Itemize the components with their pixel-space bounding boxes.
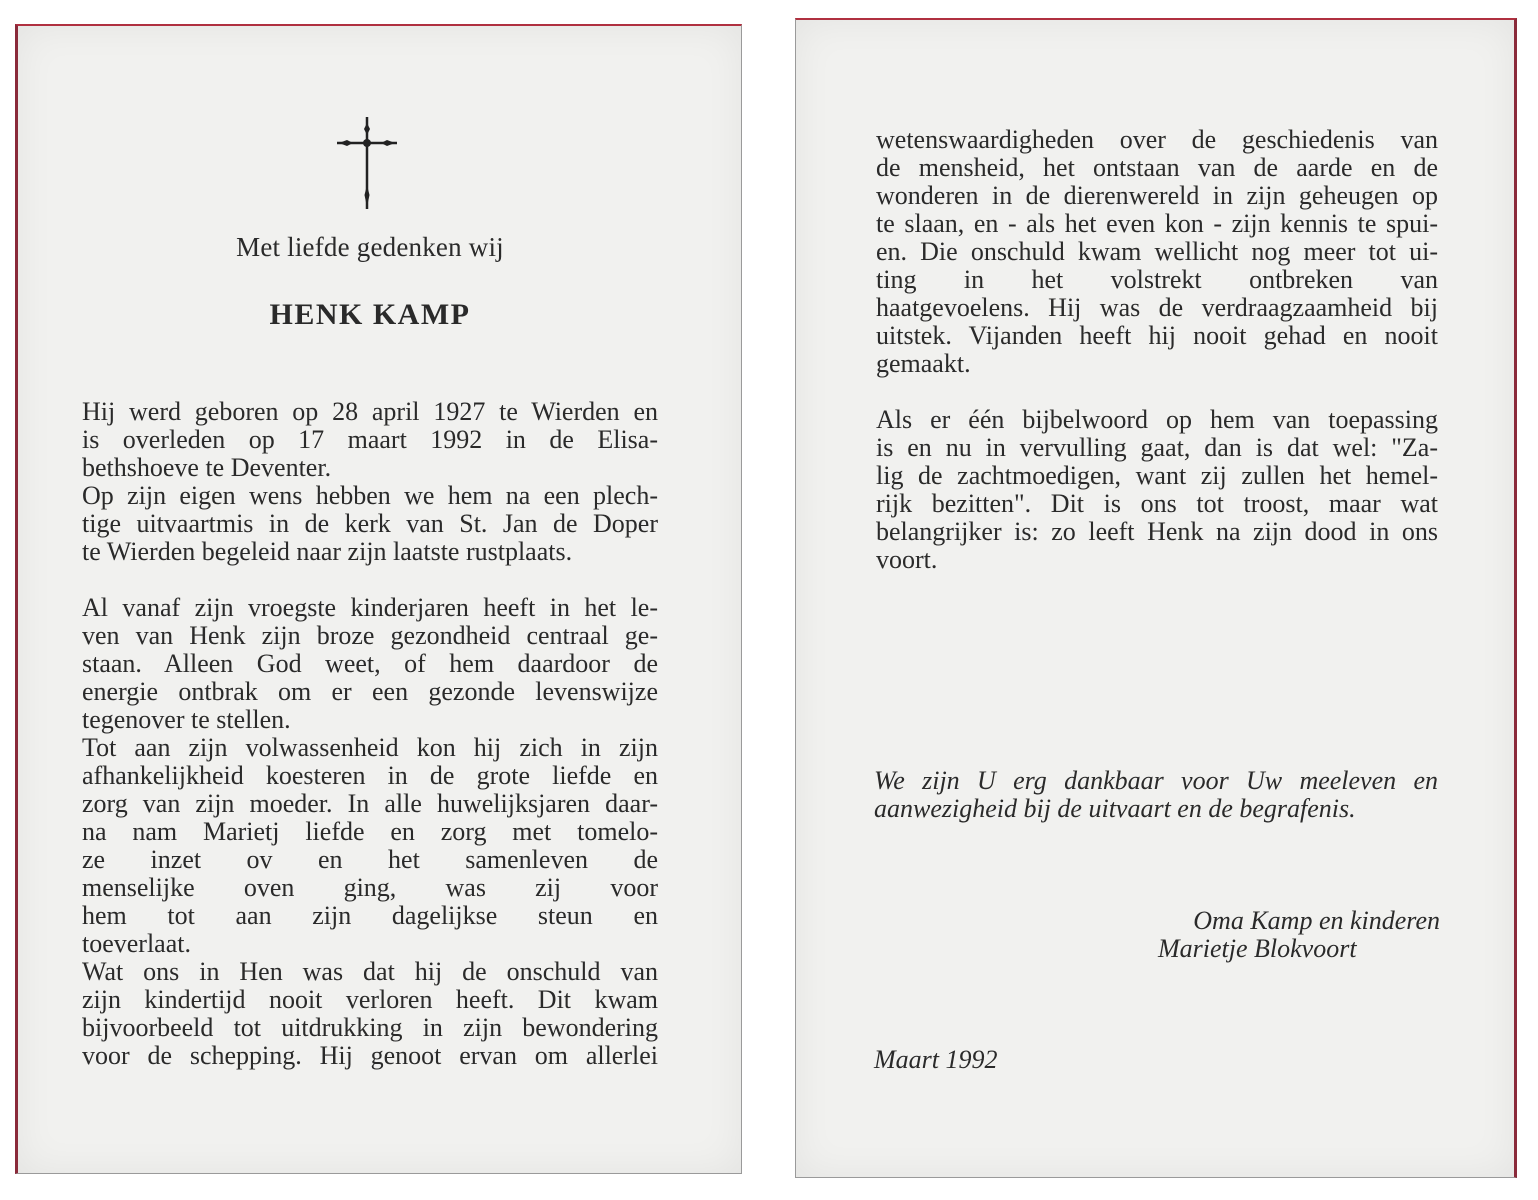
text-line: menselijke oven ging, was zij voor: [82, 873, 658, 902]
text-line: wonderen in de dierenwereld in zijn geheugen op: [876, 181, 1438, 210]
text-line: te slaan, en - als het even kon - zijn kennis te spui-: [876, 209, 1438, 238]
text-line: Op zijn eigen wens hebben we hem na een plech-: [82, 481, 658, 510]
text-line: belangrijker is: zo leeft Henk na zijn dood in ons: [876, 517, 1438, 546]
text-line: bethshoeve te Deventer.: [82, 453, 332, 482]
text-line: voor de schepping. Hij genoot ervan om allerlei: [82, 1041, 658, 1070]
signature-line: Oma Kamp en kinderen: [1193, 906, 1440, 935]
deceased-name: HENK KAMP: [269, 298, 471, 331]
text-line: voort.: [876, 545, 938, 574]
text-line: ting in het volstrekt ontbreken van: [876, 265, 1438, 294]
text-line: na nam Marietj liefde en zorg met tomelo-: [82, 817, 658, 846]
text-line: lig de zachtmoedigen, want zij zullen het hemel-: [876, 461, 1438, 490]
text-line: Hij werd geboren op 28 april 1927 te Wierden en: [82, 397, 658, 426]
text-line: te Wierden begeleid naar zijn laatste rustplaats.: [82, 537, 573, 566]
text-line: afhankelijkheid koesteren in de grote liefde en: [82, 761, 658, 790]
intro-heading: Met liefde gedenken wij: [236, 232, 504, 262]
left-card-body: [82, 398, 658, 1070]
text-line: is overleden op 17 maart 1992 in de Elisa-: [82, 425, 658, 454]
text-line: ven van Henk zijn broze gezondheid centraal ge-: [82, 621, 658, 650]
text-line: aanwezigheid bij de uitvaart en de begrafenis.: [874, 794, 1356, 823]
signature-line: Marietje Blokvoort: [1158, 934, 1357, 963]
text-line: ze inzet ov en het samenleven de: [82, 845, 658, 874]
text-line: toeverlaat.: [82, 929, 191, 958]
text-line: de mensheid, het ontstaan van de aarde en de: [876, 153, 1438, 182]
text-line: is en nu in vervulling gaat, dan is dat wel: "Za-: [876, 433, 1438, 462]
text-line: energie ontbrak om er een gezonde levenswijze: [82, 677, 658, 706]
text-line: tegenover te stellen.: [82, 705, 291, 734]
date-label: Maart 1992: [874, 1045, 998, 1074]
text-line: zorg van zijn moeder. In alle huwelijksjaren daar-: [82, 789, 658, 818]
text-line: rijk bezitten". Dit is ons tot troost, maar wat: [876, 489, 1438, 518]
text-line: Al vanaf zijn vroegste kinderjaren heeft in het le-: [82, 593, 658, 622]
text-line: gemaakt.: [876, 349, 971, 378]
thank-you-note: [874, 767, 1438, 823]
text-line: Als er één bijbelwoord op hem van toepassing: [876, 405, 1438, 434]
text-line: tige uitvaartmis in de kerk van St. Jan de Doper: [82, 509, 658, 538]
text-line: Tot aan zijn volwassenheid kon hij zich in zijn: [82, 733, 658, 762]
cross-icon: [335, 115, 399, 211]
text-line: uitstek. Vijanden heeft hij nooit gehad en nooit: [876, 321, 1438, 350]
text-line: Wat ons in Hen was dat hij de onschuld van: [82, 957, 658, 986]
text-line: bijvoorbeeld tot uitdrukking in zijn bewondering: [82, 1013, 658, 1042]
text-line: staan. Alleen God weet, of hem daardoor de: [82, 649, 658, 678]
text-line: zijn kindertijd nooit verloren heeft. Dit kwam: [82, 985, 658, 1014]
text-line: We zijn U erg dankbaar voor Uw meeleven en: [874, 766, 1438, 795]
signature-block: [1100, 907, 1440, 963]
text-line: wetenswaardigheden over de geschiedenis van: [876, 125, 1438, 154]
text-line: hem tot aan zijn dagelijkse steun en: [82, 901, 658, 930]
right-card-body: [876, 126, 1438, 574]
text-line: en. Die onschuld kwam wellicht nog meer tot ui-: [876, 237, 1438, 266]
text-line: haatgevoelens. Hij was de verdraagzaamheid bij: [876, 293, 1438, 322]
